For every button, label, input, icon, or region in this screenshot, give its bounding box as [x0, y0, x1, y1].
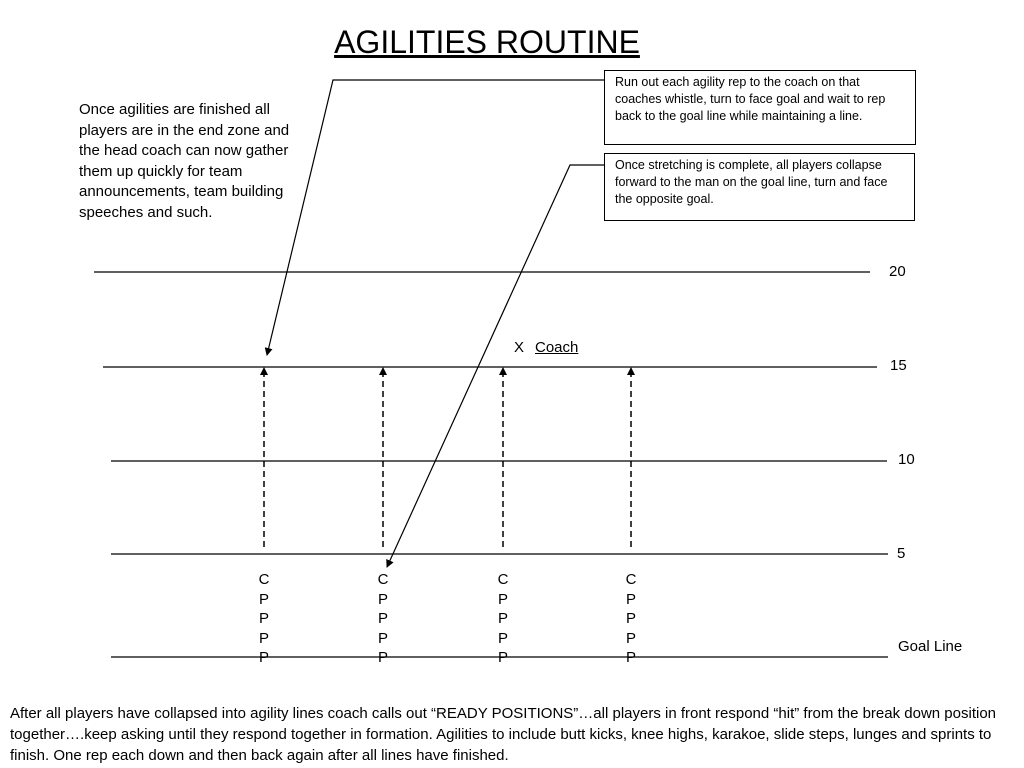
column-2-player: P	[377, 590, 388, 608]
yard-label-15: 15	[890, 357, 907, 374]
yard-label-goal-line: Goal Line	[898, 638, 963, 655]
column-3-coach: C	[497, 571, 509, 588]
callout-leader-top	[267, 80, 604, 355]
agility-rep-callout-text: Run out each agility rep to the coach on that coaches whistle, turn to face goal and wait to rep back to the goal line while maintaining a line.	[615, 75, 886, 123]
yard-label-10: 10	[898, 451, 915, 468]
column-2-player: P	[377, 649, 388, 666]
yard-label-20: 20	[889, 263, 906, 280]
column-1-player: P	[258, 610, 269, 627]
yard-label-5: 5	[897, 545, 906, 562]
column-2-coach: C	[377, 571, 389, 588]
coach-marker: X	[514, 339, 525, 356]
column-2-player: P	[377, 610, 388, 627]
column-4-player: P	[625, 590, 636, 608]
column-3-player: P	[497, 590, 508, 608]
column-1-player: P	[258, 629, 269, 647]
stretching-complete-callout-text: Once stretching is complete, all players collapse forward to the man on the goal line, turn and face the opposite goal.	[615, 158, 888, 206]
column-1-player: P	[258, 590, 269, 608]
column-1-coach: C	[258, 571, 270, 588]
column-3-player: P	[497, 649, 508, 666]
coach-label: Coach	[535, 339, 579, 356]
callout-leader-bottom	[387, 165, 604, 567]
ready-positions-note: After all players have collapsed into agility lines coach calls out “READY POSITIONS”…all players in front respond “hit” from the break down position together….keep asking until they respond together in formation. Agilities to include butt kicks, knee highs, karakoe, slide steps, lunges and sprints to finish. One rep each down and then back again after all lines have finished.	[10, 705, 997, 764]
player-column-4	[623, 570, 639, 668]
column-3-player: P	[497, 610, 508, 627]
column-4-player: P	[625, 610, 636, 627]
column-2-player: P	[377, 629, 388, 647]
column-1-player: P	[258, 649, 269, 666]
column-3-player: P	[497, 629, 508, 647]
player-column-3	[495, 570, 511, 668]
end-zone-note: Once agilities are finished all players are in the end zone and the head coach can now gather them up quickly for team announcements, team building speeches and such.	[79, 101, 290, 221]
column-4-coach: C	[625, 571, 637, 588]
column-4-player: P	[625, 649, 636, 666]
column-4-player: P	[625, 629, 636, 647]
player-column-2	[375, 570, 391, 668]
page-title: AGILITIES ROUTINE	[334, 24, 640, 60]
player-column-1	[256, 570, 272, 668]
